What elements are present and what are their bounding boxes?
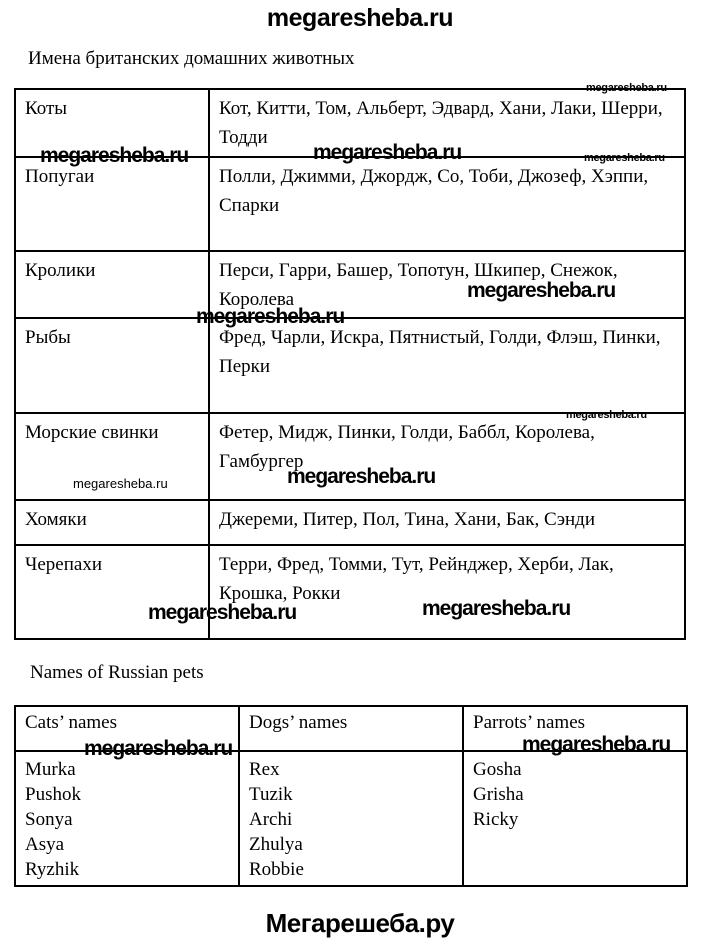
- category-cell: Морские свинки: [15, 413, 209, 500]
- pet-name: Murka: [25, 759, 76, 780]
- names-cell: [209, 318, 685, 413]
- watermark: megaresheba.ru: [196, 305, 345, 328]
- watermark: megaresheba.ru: [40, 144, 189, 167]
- watermark: megaresheba.ru: [73, 476, 168, 491]
- dogs-column-header: Dogs’ names: [239, 706, 463, 751]
- names-line: Гамбургер: [219, 451, 304, 472]
- pet-name: Archi: [249, 809, 293, 830]
- watermark: megaresheba.ru: [584, 152, 665, 164]
- names-line: Королева: [219, 289, 295, 310]
- names-line: Тодди: [219, 127, 268, 148]
- names-line: Полли, Джимми, Джордж, Со, Тоби, Джозеф, Хэппи,: [219, 166, 649, 187]
- pet-name: Zhulya: [249, 834, 303, 855]
- table-row: [15, 545, 685, 639]
- names-line: Спарки: [219, 195, 280, 216]
- names-cell: [209, 157, 685, 251]
- names-line: Перси, Гарри, Башер, Топотун, Шкипер, Снежок,: [219, 260, 618, 281]
- watermark: megaresheba.ru: [586, 82, 667, 94]
- names-line: Фред, Чарли, Искра, Пятнистый, Голди, Флэш, Пинки,: [219, 327, 661, 348]
- category-cell: Коты: [15, 89, 209, 157]
- pet-name: Ryzhik: [25, 859, 80, 880]
- category-cell: Черепахи: [15, 545, 209, 639]
- parrots-column-header: Parrots’ names: [463, 706, 687, 751]
- category-cell: Хомяки: [15, 500, 209, 545]
- table-row: [15, 318, 685, 413]
- watermark: megaresheba.ru: [522, 733, 671, 756]
- table-row: [15, 751, 687, 886]
- site-title: megaresheba.ru: [266, 4, 454, 32]
- names-line: Кот, Китти, Том, Альберт, Эдвард, Хани, Лаки, Шерри,: [219, 98, 663, 119]
- names-line: Перки: [219, 356, 271, 377]
- table-row: [15, 157, 685, 251]
- names-line: Джереми, Питер, Пол, Тина, Хани, Бак, Сэнди: [219, 509, 596, 530]
- watermark: megaresheba.ru: [467, 279, 616, 302]
- pet-name: Sonya: [25, 809, 73, 830]
- watermark: megaresheba.ru: [84, 737, 233, 760]
- pet-name: Rex: [249, 759, 280, 780]
- dogs-names-cell: [239, 751, 463, 886]
- names-cell: [209, 500, 685, 545]
- watermark: megaresheba.ru: [566, 409, 647, 421]
- pet-name: Ricky: [473, 809, 519, 830]
- cats-column-header: Cats’ names: [15, 706, 239, 751]
- names-line: Фетер, Мидж, Пинки, Голди, Баббл, Королева,: [219, 422, 595, 443]
- pet-name: Tuzik: [249, 784, 293, 805]
- names-line: Крошка, Рокки: [219, 583, 341, 604]
- russian-table-heading: Names of Russian pets: [30, 662, 204, 683]
- parrots-names-cell: [463, 751, 687, 886]
- names-line: Терри, Фред, Томми, Тут, Рейнджер, Херби, Лак,: [219, 554, 614, 575]
- pet-name: Asya: [25, 834, 65, 855]
- watermark: megaresheba.ru: [313, 141, 462, 164]
- table-row: [15, 500, 685, 545]
- category-cell: Попугаи: [15, 157, 209, 251]
- category-cell: Рыбы: [15, 318, 209, 413]
- pet-name: Grisha: [473, 784, 524, 805]
- names-cell: [209, 413, 685, 500]
- cats-names-cell: [15, 751, 239, 886]
- watermark: megaresheba.ru: [422, 597, 571, 620]
- pet-name: Pushok: [25, 784, 81, 805]
- pet-name: Gosha: [473, 759, 522, 780]
- watermark: megaresheba.ru: [287, 465, 436, 488]
- footer-title: Мегарешеба.ру: [265, 908, 455, 938]
- pet-name: Robbie: [249, 859, 304, 880]
- watermark: megaresheba.ru: [148, 601, 297, 624]
- british-pets-table: [14, 88, 686, 640]
- british-table-heading: Имена британских домашних животных: [28, 48, 355, 69]
- category-cell: Кролики: [15, 251, 209, 318]
